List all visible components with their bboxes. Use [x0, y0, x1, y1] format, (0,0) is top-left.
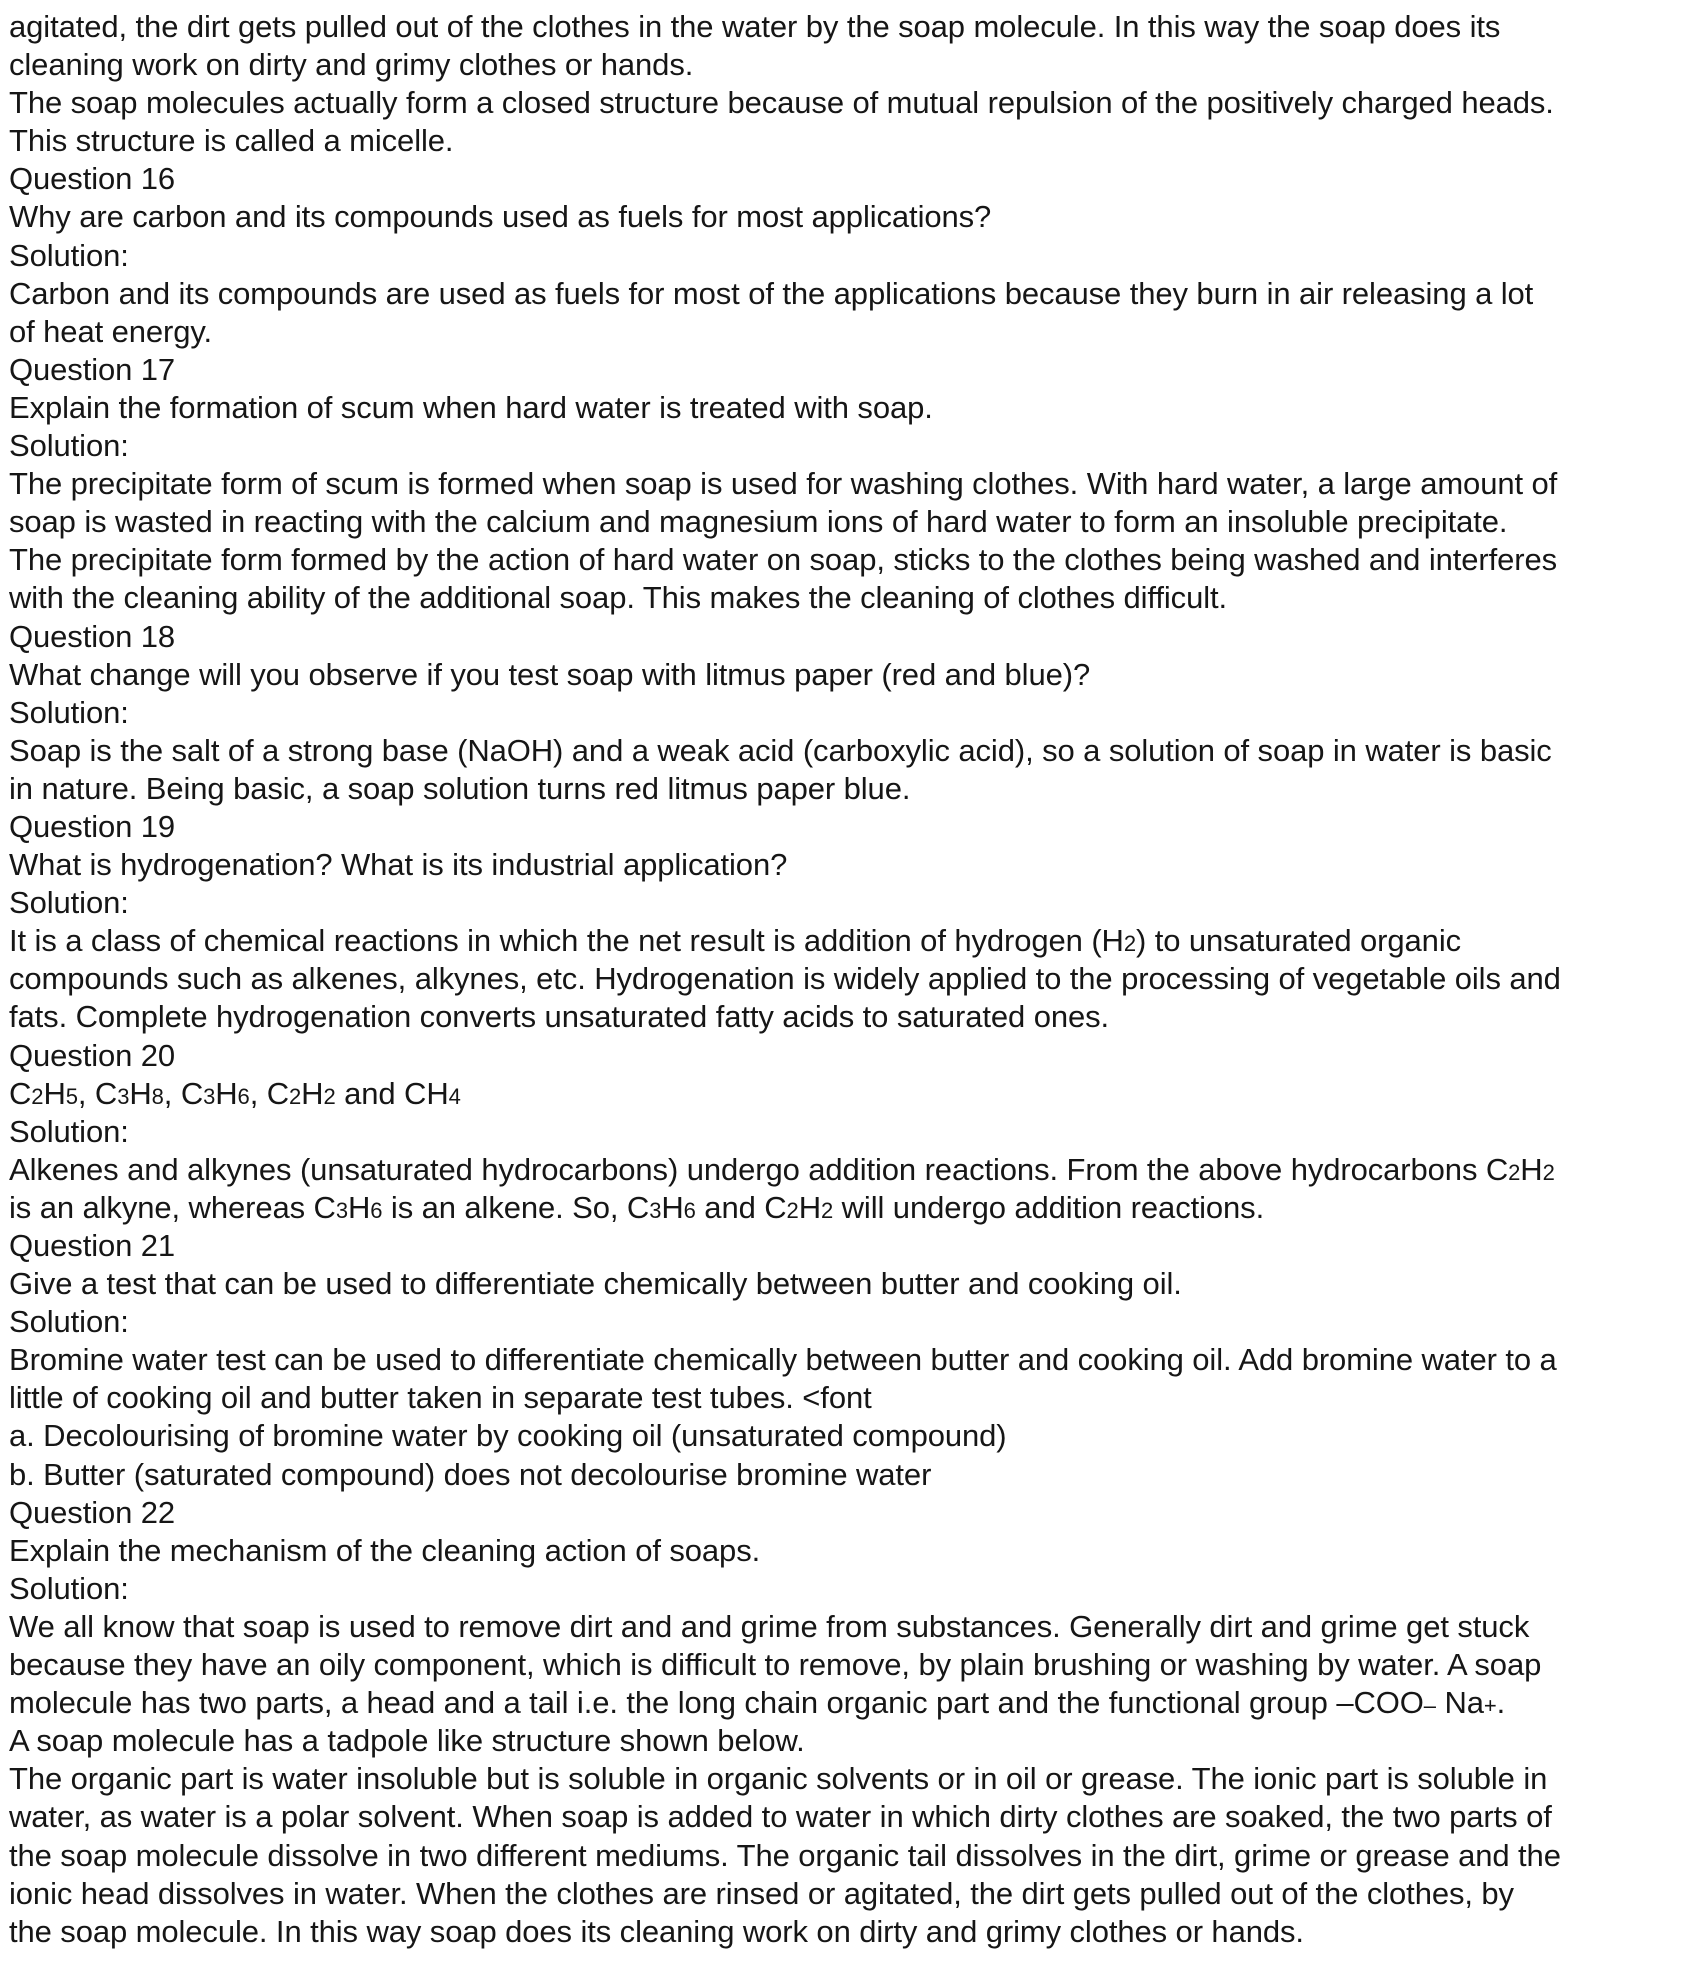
text-line: Explain the mechanism of the cleaning action of soaps. [9, 1532, 761, 1568]
text-line: the soap molecule dissolve in two different mediums. The organic tail dissolves in the dirt, grime or grease and the [9, 1837, 1561, 1873]
text-line: Soap is the salt of a strong base (NaOH) and a weak acid (carboxylic acid), so a solution of soap in water is basic [9, 732, 1552, 768]
text-line: What change will you observe if you test soap with litmus paper (red and blue)? [9, 656, 1091, 692]
text-line: water, as water is a polar solvent. When soap is added to water in which dirty clothes are soaked, the two parts of [9, 1799, 1552, 1835]
question-heading: Question 21 [9, 1228, 176, 1263]
solution-label: Solution: [9, 237, 129, 273]
text-line: cleaning work on dirty and grimy clothes or hands. [9, 47, 694, 83]
text-line: ionic head dissolves in water. When the clothes are rinsed or agitated, the dirt gets pulled out of the clothes, by [9, 1875, 1514, 1911]
solution-label: Solution: [9, 1113, 129, 1149]
text-line: Why are carbon and its compounds used as fuels for most applications? [9, 199, 992, 235]
text-line: with the cleaning ability of the additional soap. This makes the cleaning of clothes difficult. [9, 580, 1228, 616]
text-line: b. Butter (saturated compound) does not decolourise bromine water [9, 1456, 932, 1492]
question-heading: Question 18 [9, 618, 176, 654]
question-heading: Question 16 [9, 161, 176, 197]
text-line: This structure is called a micelle. [9, 123, 454, 159]
question-heading: Question 19 [9, 808, 176, 844]
text-line: It is a class of chemical reactions in which the net result is addition of hydrogen (H2) to unsaturated organic [9, 923, 1462, 959]
text-line: in nature. Being basic, a soap solution turns red litmus paper blue. [9, 770, 911, 806]
text-line: Bromine water test can be used to differentiate chemically between butter and cooking oil. Add bromine water to a [9, 1342, 1557, 1378]
text-line: Carbon and its compounds are used as fuels for most of the applications because they burn in air releasing a lot [9, 275, 1534, 311]
text-line: because they have an oily component, which is difficult to remove, by plain brushing or washing by water. A soap [9, 1647, 1542, 1683]
text-line: the soap molecule. In this way soap does its cleaning work on dirty and grimy clothes or hands. [9, 1913, 1304, 1949]
text-line: of heat energy. [9, 313, 213, 349]
text-line: Explain the formation of scum when hard water is treated with soap. [9, 389, 933, 425]
text-line: soap is wasted in reacting with the calcium and magnesium ions of hard water to form an insoluble precipitate. [9, 504, 1508, 540]
text-line: little of cooking oil and butter taken in separate test tubes. <font [9, 1380, 872, 1416]
text-line: What is hydrogenation? What is its industrial application? [9, 847, 788, 883]
solution-label: Solution: [9, 694, 129, 730]
solution-label: Solution: [9, 1304, 129, 1340]
text-line: compounds such as alkenes, alkynes, etc. Hydrogenation is widely applied to the processing of vegetable oils and [9, 961, 1561, 997]
text-line: molecule has two parts, a head and a tail i.e. the long chain organic part and the functional group –COO– Na+. [9, 1685, 1506, 1721]
text-line: is an alkyne, whereas C3H6 is an alkene. So, C3H6 and C2H2 will undergo addition reactions. [9, 1189, 1265, 1225]
text-line: We all know that soap is used to remove dirt and and grime from substances. Generally dirt and grime get stuck [9, 1608, 1530, 1644]
question-heading: Question 17 [9, 351, 176, 387]
question-heading: Question 20 [9, 1037, 176, 1073]
text-line: agitated, the dirt gets pulled out of the clothes in the water by the soap molecule. In this way the soap does its [9, 9, 1501, 44]
solution-label: Solution: [9, 1570, 129, 1606]
text-line: The soap molecules actually form a closed structure because of mutual repulsion of the positively charged heads. [9, 85, 1554, 121]
text-line: The precipitate form formed by the action of hard water on soap, sticks to the clothes being washed and interferes [9, 542, 1558, 578]
text-line: a. Decolourising of bromine water by cooking oil (unsaturated compound) [9, 1418, 1007, 1454]
text-line: The precipitate form of scum is formed when soap is used for washing clothes. With hard water, a large amount of [9, 466, 1558, 502]
solution-label: Solution: [9, 428, 129, 464]
text-line: The organic part is water insoluble but is soluble in organic solvents or in oil or grease. The ionic part is soluble in [9, 1761, 1548, 1797]
document-page [9, 8, 1693, 1951]
text-line: fats. Complete hydrogenation converts unsaturated fatty acids to saturated ones. [9, 999, 1110, 1035]
question-heading: Question 22 [9, 1494, 176, 1530]
solution-label: Solution: [9, 885, 129, 921]
text-line: Give a test that can be used to differentiate chemically between butter and cooking oil. [9, 1266, 1182, 1302]
text-line: Alkenes and alkynes (unsaturated hydrocarbons) undergo addition reactions. From the above hydrocarbons C2H2 [9, 1151, 1555, 1187]
text-line: C2H5, C3H8, C3H6, C2H2 and CH4 [9, 1075, 461, 1111]
text-line: A soap molecule has a tadpole like structure shown below. [9, 1723, 805, 1759]
